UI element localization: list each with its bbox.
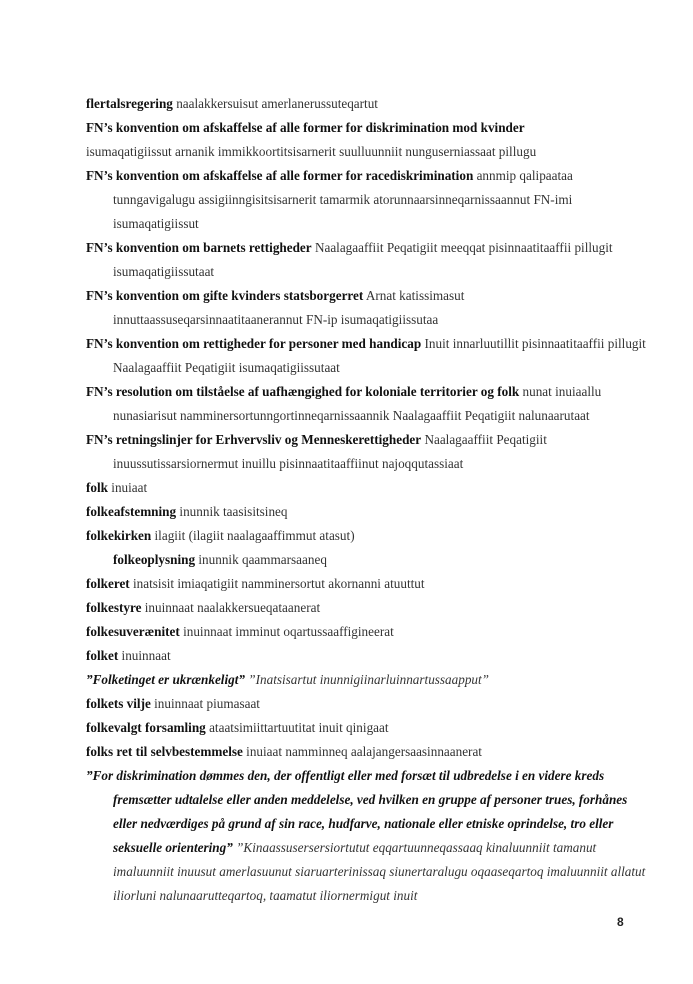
glossary-entry [86, 524, 646, 548]
term: FN’s retningslinjer for Erhvervsliv og Menneskerettigheder [86, 432, 422, 447]
term: folkeoplysning [113, 552, 196, 567]
definition: inuinnaat piumasaat [150, 696, 260, 711]
glossary-entry [86, 596, 646, 620]
glossary-entry [86, 620, 646, 644]
glossary-entry [86, 428, 646, 476]
term: FN’s konvention om afskaffelse af alle former for racediskrimination [86, 168, 474, 183]
definition: inatsisit imiaqatigiit namminersortut akornanni atuuttut [129, 576, 425, 591]
glossary-entry [86, 92, 646, 116]
term: folkeret [86, 576, 130, 591]
definition: inuinnaat [118, 648, 171, 663]
definition: inunnik qaammarsaaneq [195, 552, 327, 567]
definition: ”Kinaassusersersiortutut eqqartuunneqassaaq kinaluunniit tamanut imaluunniit inuusut amerlasuunut siaruarterinissaq siunertaralugu oqaaseqartoq imaluunniit allatut iliorluni nalunaarutteqartoq, taamatut iliornermigut inuit [113, 840, 646, 903]
glossary-entry [86, 668, 646, 692]
term: folks ret til selvbestemmelse [86, 744, 243, 759]
glossary-entry [86, 164, 646, 236]
glossary-entry [86, 692, 646, 716]
term: folkesuverænitet [86, 624, 180, 639]
glossary-entry [86, 548, 646, 572]
definition: nunat inuiaallu nunasiarisut namminersortunngortinneqarnissaannik Naalagaaffiit Peqatigiit nalunaarutaat [113, 384, 602, 423]
term: FN’s konvention om afskaffelse af alle former for diskrimination mod kvinder [86, 120, 525, 135]
page-number: 8 [617, 915, 624, 929]
term: FN’s konvention om rettigheder for personer med handicap [86, 336, 422, 351]
glossary-entry [86, 764, 646, 908]
glossary-entry [86, 716, 646, 740]
glossary-entry [86, 284, 646, 332]
term: folkekirken [86, 528, 152, 543]
term: folk [86, 480, 108, 495]
definition: ilagiit (ilagiit naalagaaffimmut atasut) [151, 528, 355, 543]
definition: Inuit innarluutillit pisinnaatitaaffii pillugit Naalagaaffiit Peqatigiit isumaqatigiissutaat [113, 336, 646, 375]
definition: inuiaat namminneq aalajangersaasinnaanerat [242, 744, 482, 759]
term: folkestyre [86, 600, 142, 615]
term: folkets vilje [86, 696, 151, 711]
definition: isumaqatigiissut arnanik immikkoortitsisarnerit suulluunniit nunguserniassaat pillugu [86, 144, 537, 159]
term: flertalsregering [86, 96, 173, 111]
definition: annmip qalipaataa tunngavigalugu assigiinngisitsisarnerit tamarmik atorunnaarsinneqarnissaannut FN-imi isumaqatigiissut [113, 168, 573, 231]
definition: ataatsimiittartuutitat inuit qinigaat [205, 720, 389, 735]
term: FN’s konvention om gifte kvinders statsborgerret [86, 288, 364, 303]
glossary-entry [86, 140, 646, 164]
glossary-entry [86, 236, 646, 284]
definition: naalakkersuisut amerlanerussuteqartut [172, 96, 378, 111]
glossary-list [86, 92, 646, 908]
term: FN’s resolution om tilståelse af uafhængighed for koloniale territorier og folk [86, 384, 520, 399]
definition: ”Inatsisartut inunnigiinarluinnartussaapput” [245, 672, 490, 687]
glossary-entry [86, 332, 646, 380]
definition: inunnik taasisitsineq [176, 504, 288, 519]
definition: inuinnaat naalakkersueqataanerat [141, 600, 321, 615]
definition: inuiaat [107, 480, 148, 495]
definition: Naalagaaffiit Peqatigiit inuussutissarsiornermut inuillu pisinnaatitaaffiinut najoqqutassiaat [113, 432, 547, 471]
definition: inuinnaat imminut oqartussaaffigineerat [179, 624, 394, 639]
term: folkeafstemning [86, 504, 177, 519]
glossary-entry [86, 740, 646, 764]
glossary-entry [86, 500, 646, 524]
definition: Arnat katissimasut innuttaassuseqarsinnaatitaanerannut FN-ip isumaqatigiissutaa [113, 288, 465, 327]
term: folket [86, 648, 119, 663]
glossary-entry [86, 644, 646, 668]
glossary-entry [86, 572, 646, 596]
term: folkevalgt forsamling [86, 720, 206, 735]
term: ”For diskrimination dømmes den, der offentligt eller med forsæt til udbredelse i en videre kreds fremsætter udtalelse eller anden meddelelse, ved hvilken en gruppe af personer trues, forhånes eller nedværdiges på grund af sin race, hudfarve, nationale eller etniske oprindelse, tro eller seksuelle orientering” [86, 768, 628, 855]
glossary-entry [86, 380, 646, 428]
glossary-entry [86, 116, 646, 140]
term: ”Folketinget er ukrænkeligt” [86, 672, 245, 687]
definition: Naalagaaffiit Peqatigiit meeqqat pisinnaatitaaffii pillugit isumaqatigiissutaat [113, 240, 613, 279]
term: FN’s konvention om barnets rettigheder [86, 240, 312, 255]
glossary-entry [86, 476, 646, 500]
